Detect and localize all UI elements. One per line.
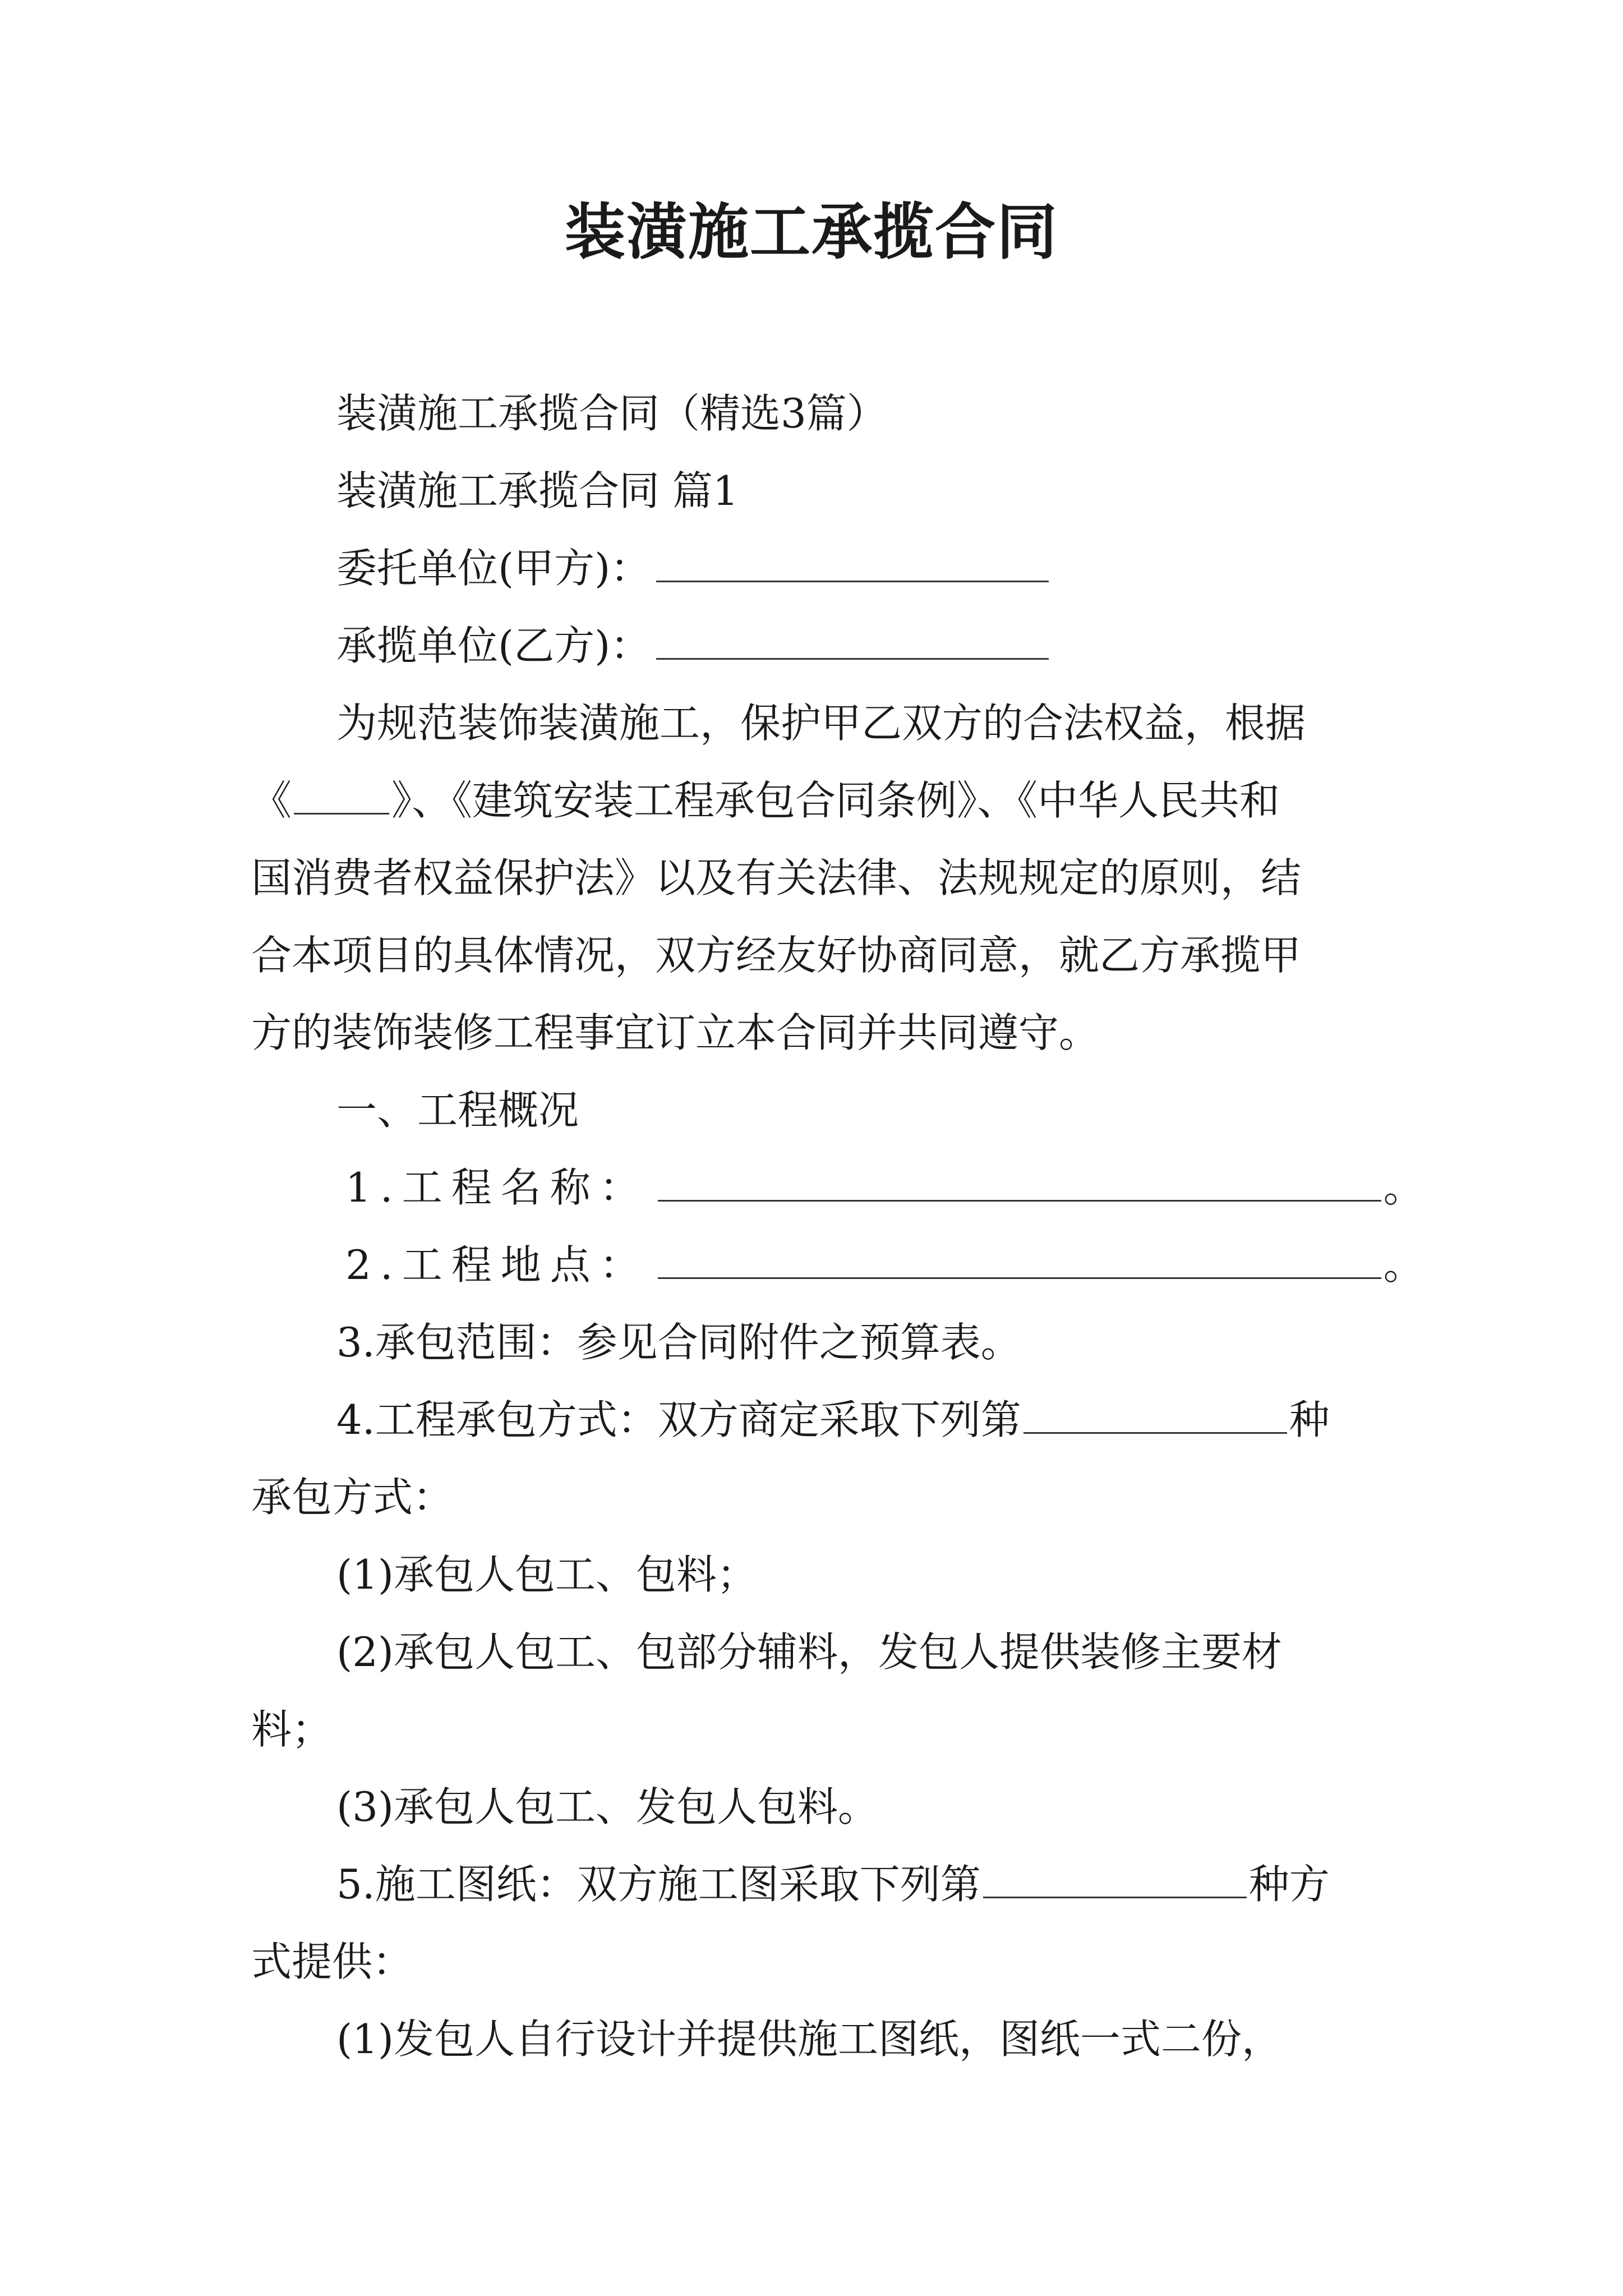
party-b-label: 承揽单位(乙方)： [336,622,651,669]
intro-line-5: 方的装饰装修工程事宜订立本合同并共同遵守。 [251,1009,1100,1056]
item-3-line: 3.承包范围：参见合同附件之预算表。 [336,1319,1021,1366]
chapter-1-heading: 一、工程概况 [336,1087,579,1134]
item-4-blank [1023,1398,1287,1434]
party-a-line [251,530,1395,607]
item-4-cont: 承包方式： [251,1474,454,1521]
item-4-option-3: (3)承包人包工、发包人包料。 [336,1783,878,1830]
item-1-end: 。 [1383,1164,1424,1211]
project-name-blank [658,1166,1381,1202]
item-4-option-2: (2)承包人包工、包部分辅料，发包人提供装修主要材 [336,1628,1282,1676]
item-1-line [251,1149,1424,1226]
intro-line-4: 合本项目的具体情况，双方经友好协商同意，就乙方承揽甲 [251,932,1302,979]
item-4-before: 4.工程承包方式：双方商定采取下列第 [336,1396,1021,1443]
document-title: 装潢施工承揽合同 [564,197,1058,268]
law-name-blank [294,779,389,815]
intro-line-1: 为规范装饰装潢施工，保护甲乙双方的合法权益，根据 [336,700,1306,747]
party-a-blank [656,547,1049,582]
item-5-cont: 式提供： [251,1938,413,1985]
item-4-option-1: (1)承包人包工、包料； [336,1551,757,1598]
item-1-label: 1.工程名称： [345,1164,649,1211]
subtitle: 装潢施工承揽合同（精选3篇） [336,390,887,437]
intro-line-2-rest: 》、《建筑安装工程承包合同条例》、《中华人民共和 [391,777,1280,824]
item-4-after: 种 [1289,1396,1330,1443]
party-b-blank [656,624,1049,660]
party-b-line [251,607,1395,684]
item-4-option-2-cont: 料； [251,1706,333,1753]
item-2-label: 2.工程地点： [345,1241,649,1289]
section-heading: 装潢施工承揽合同 篇1 [336,467,739,514]
intro-line-3: 国消费者权益保护法》以及有关法律、法规规定的原则，结 [251,854,1302,901]
item-5-option-1: (1)发包人自行设计并提供施工图纸，图纸一式二份， [336,2016,1282,2063]
document-body [251,375,1424,2078]
item-4-line [251,1381,1395,1458]
item-2-line [251,1226,1424,1304]
item-2-end: 。 [1383,1241,1424,1289]
party-a-label: 委托单位(甲方)： [336,545,651,592]
intro-line-2-open: 《 [251,777,292,824]
item-5-after: 种方 [1248,1861,1330,1908]
intro-line-2 [251,762,1395,839]
project-location-blank [658,1244,1381,1279]
item-5-blank [983,1863,1247,1898]
item-5-line [251,1846,1395,1923]
item-5-before: 5.施工图纸：双方施工图采取下列第 [336,1861,981,1908]
